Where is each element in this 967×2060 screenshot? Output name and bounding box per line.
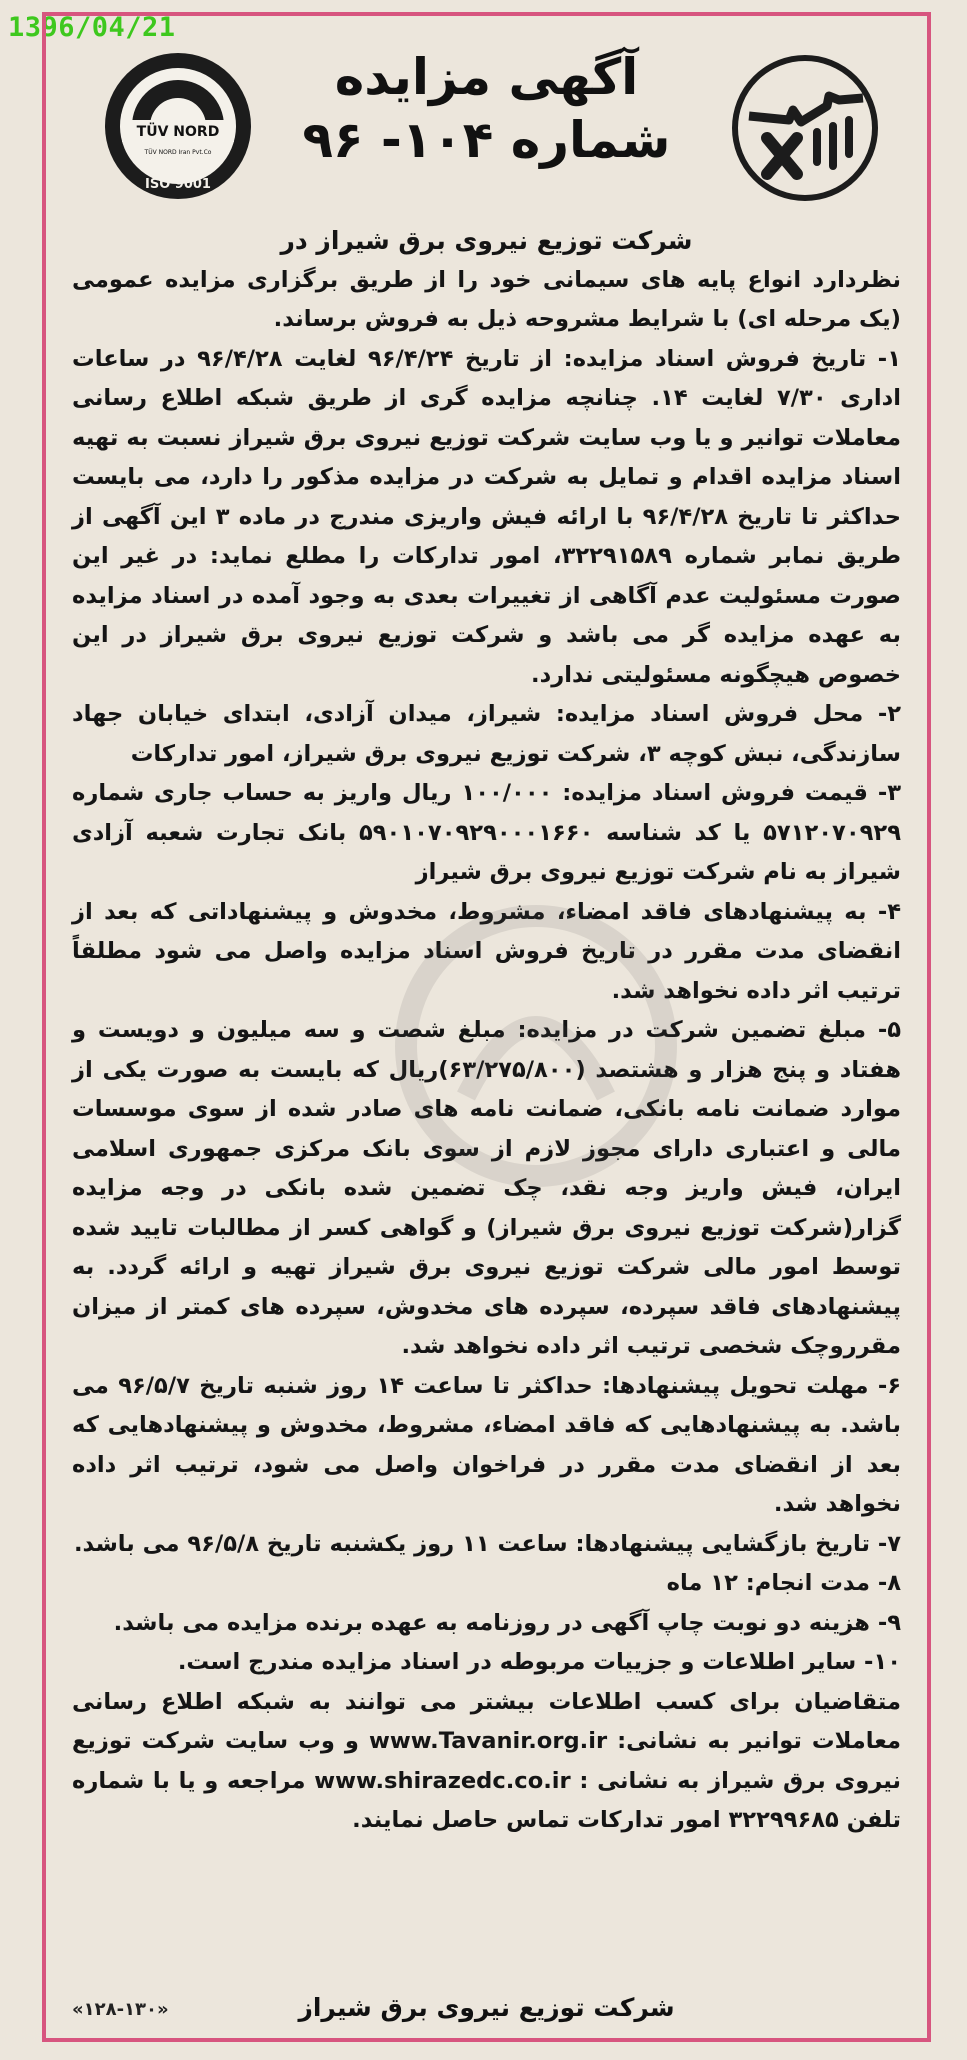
item-text: حداکثر تا ساعت ۱۴ روز شنبه تاریخ ۹۶/۵/۷ می باشد. به پیشنهادهایی که فاقد امضاء، مشروط، مخدوش و پیشنهادهایی که بعد از انقضای مدت مقرر در فراخوان واصل می شود، ترتیب اثر داده نخواهد شد. bbox=[72, 1372, 901, 1517]
logo-text: TÜV NORD bbox=[136, 124, 220, 140]
item-text: ۱۰- سایر اطلاعات و جزییات مربوطه در اسناد مزایده مندرج است. bbox=[177, 1649, 901, 1675]
item-8 bbox=[72, 1564, 901, 1604]
item-label: ۴- bbox=[877, 898, 901, 925]
item-6 bbox=[72, 1367, 901, 1525]
intro-text: نظردارد انواع پایه های سیمانی خود را از طریق برگزاری مزایده عمومی (یک مرحله ای) با شرایط مشروحه ذیل به فروش برساند. bbox=[72, 266, 901, 332]
ad-code: «۱۲۸-۱۳۰» bbox=[72, 1999, 169, 2020]
item-4 bbox=[72, 893, 901, 1012]
item-label: ۶- مهلت تحویل پیشنهادها: bbox=[602, 1372, 902, 1399]
signature-block bbox=[72, 1993, 901, 2022]
item-2 bbox=[72, 695, 901, 774]
ad-title: آگهی مزایده bbox=[334, 48, 639, 106]
item-label: ۱- تاریخ فروش اسناد مزایده: bbox=[563, 345, 901, 372]
item-10 bbox=[72, 1643, 901, 1683]
item-label: ۲- محل فروش اسناد مزایده: bbox=[555, 701, 902, 727]
item-5 bbox=[72, 1011, 901, 1367]
header bbox=[72, 16, 901, 221]
item-text: ۸- مدت انجام: ۱۲ ماه bbox=[666, 1570, 901, 1596]
item-text: شیراز، میدان آزادی، ابتدای خیابان جهاد سازندگی، نبش کوچه ۳، شرکت توزیع نیروی برق شیراز، امور تدارکات bbox=[72, 701, 901, 767]
company-logo bbox=[731, 54, 879, 202]
item-label: ۵- مبلغ تضمین شرکت در مزایده: bbox=[517, 1017, 901, 1043]
item-9 bbox=[72, 1604, 901, 1644]
iso-certification-logo bbox=[102, 50, 254, 202]
company-line: شرکت توزیع نیروی برق شیراز در bbox=[280, 226, 693, 255]
item-text: از تاریخ ۹۶/۴/۲۴ لغایت ۹۶/۴/۲۸ در ساعات اداری ۷/۳۰ لغایت ۱۴. چنانچه مزایده گری از طریق شبکه اطلاع رسانی معاملات توانیر و یا وب سایت شرکت توزیع نیروی برق شیراز نسبت به تهیه اسناد مزایده اقدام و تمایل به شرکت در مزایده مذکور را دارد، می بایست حداکثر تا تاریخ ۹۶/۴/۲۸ با ارائه فیش واریزی مندرج در ماده ۳ این آگهی از طریق نمابر شماره ۳۲۲۹۱۵۸۹، امور تدارکات را مطلع نماید: در غیر این صورت مسئولیت عدم آگاهی از تغییرات بعدی به وجود آمده در اسناد مزایده به عهده مزایده گر می باشد و شرکت توزیع نیروی برق شیراز در این خصوص هیچگونه مسئولیتی ندارد. bbox=[72, 345, 901, 688]
ad-body bbox=[72, 221, 901, 1841]
item-text: ۹- هزینه دو نوبت چاپ آگهی در روزنامه به عهده برنده مزایده می باشد. bbox=[113, 1609, 901, 1636]
closing-text: متقاضیان برای کسب اطلاعات بیشتر می توانند به شبکه اطلاع رسانی معاملات توانیر به نشانی: www.Tavanir.org.ir و وب سایت شرکت توزیع نیروی برق شیراز به نشانی : www.shirazedc.co.ir مراجعه و یا با شماره تلفن ۳۲۲۹۹۶۸۵ امور تدارکات تماس حاصل نمایند. bbox=[72, 1688, 901, 1833]
advertisement-frame bbox=[42, 12, 931, 2042]
logo-small-text: TÜV NORD Iran Pvt.Co bbox=[144, 149, 212, 156]
item-text: به پیشنهادهای فاقد امضاء، مشروط، مخدوش و پیشنهاداتی که بعد از انقضای مدت مقرر در تاریخ فروش اسناد مزایده واصل می شود مطلقاً ترتیب اثر داده نخواهد شد. bbox=[72, 898, 901, 1004]
item-3 bbox=[72, 774, 901, 893]
item-label: ۷- تاریخ بازگشایی پیشنهادها: bbox=[575, 1530, 901, 1557]
item-1 bbox=[72, 340, 901, 696]
date-stamp: 1396/04/21 bbox=[8, 12, 176, 43]
item-label: ۳- قیمت فروش اسناد مزایده: bbox=[562, 780, 902, 806]
item-text: مبلغ شصت و سه میلیون و دویست و هفتاد و پنج هزار و هشتصد (۶۳/۲۷۵/۸۰۰)ریال که بایست به صورت یکی از موارد ضمانت نامه بانکی، ضمانت نامه های صادر شده از سوی موسسات مالی و اعتباری دارای مجوز لازم از سوی بانک مرکزی جمهوری اسلامی ایران، فیش واریز وجه نقد، چک تضمین شده بانکی در وجه مزایده گزار(شرکت توزیع نیروی برق شیراز) و گواهی کسر از مطالبات تایید شده توسط امور مالی شرکت توزیع نیروی برق شیراز تهیه و ارائه گردد. به پیشنهادهای فاقد سپرده، سپرده های مخدوش، سپرده های کمتر از میزان مقرروچک شخصی ترتیب اثر داده نخواهد شد. bbox=[72, 1017, 901, 1359]
item-7 bbox=[72, 1525, 901, 1565]
ad-number: شماره ۱۰۴- ۹۶ bbox=[302, 111, 671, 169]
item-text: ۱۰۰/۰۰۰ ریال واریز به حساب جاری شماره ۵۷۱۲۰۷۰۹۲۹ یا کد شناسه ۵۹۰۱۰۷۰۹۲۹۰۰۰۱۶۶۰ بانک تجارت شعبه آزادی شیراز به نام شرکت توزیع نیروی برق شیراز bbox=[72, 780, 901, 885]
item-text: ساعت ۱۱ روز یکشنبه تاریخ ۹۶/۵/۸ می باشد. bbox=[73, 1530, 576, 1557]
logo-iso-text: ISO 9001 bbox=[145, 177, 211, 192]
signature: شرکت توزیع نیروی برق شیراز bbox=[298, 1993, 675, 2022]
